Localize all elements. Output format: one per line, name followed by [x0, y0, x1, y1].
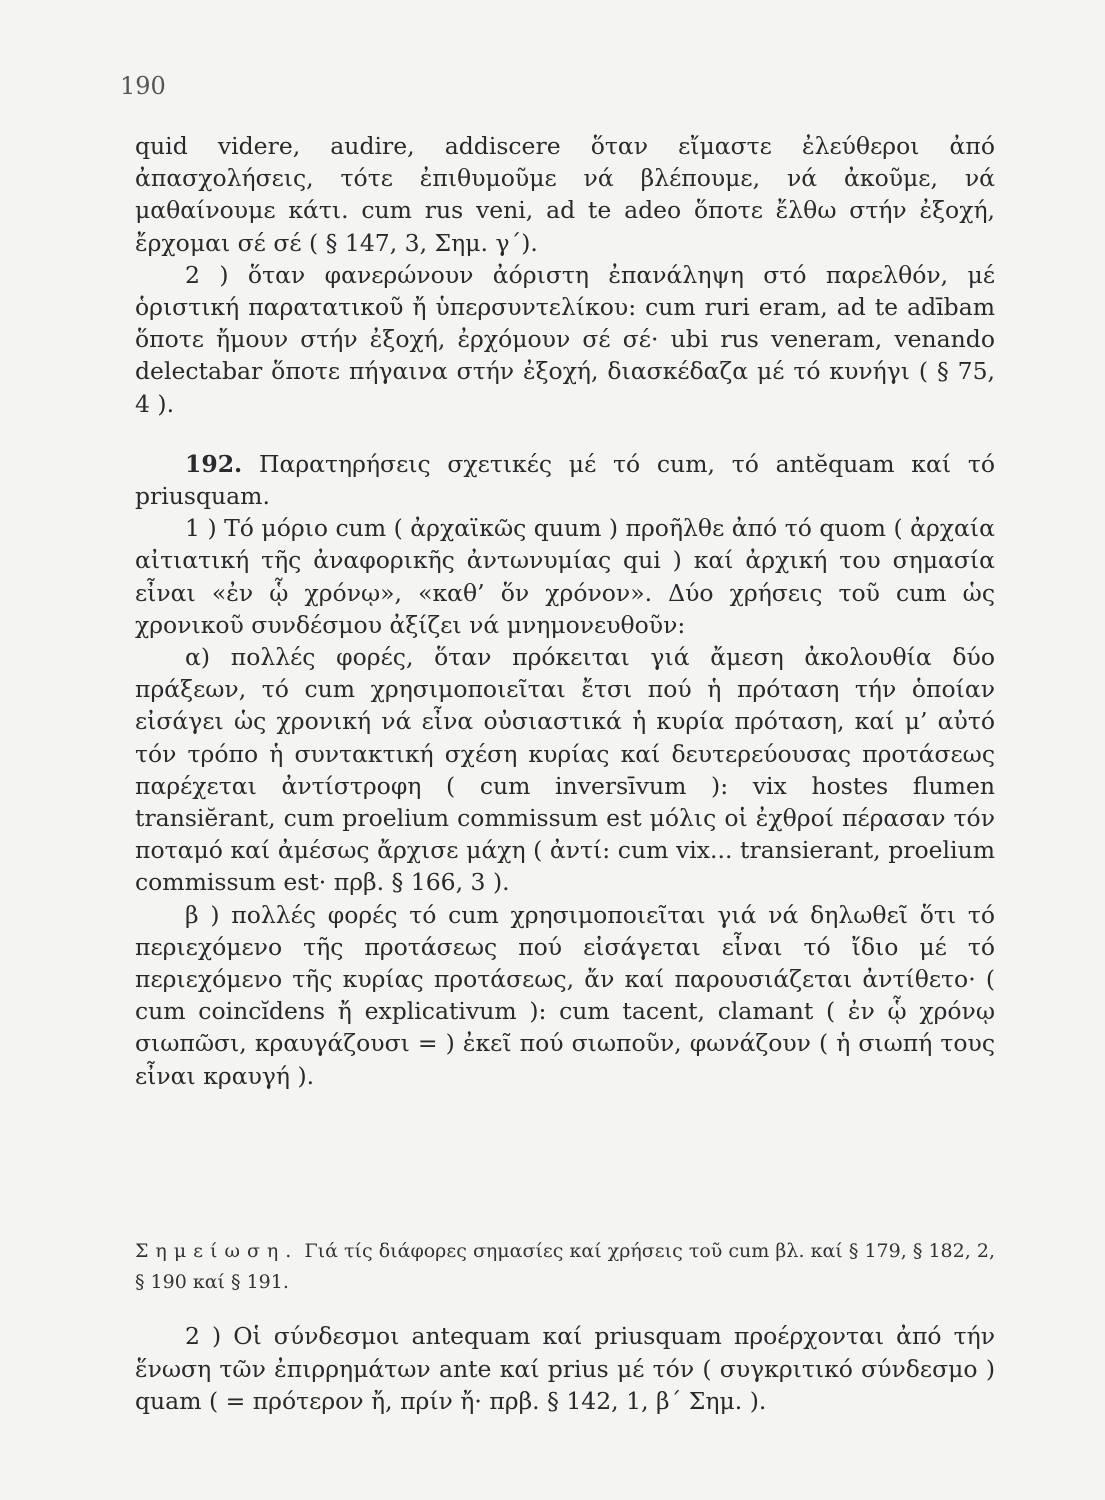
section-paragraph-alpha: α) πολλές φορές, ὅταν πρόκειται γιά ἄμεση ἀκολουθία δύο πράξεων, τό cum χρησιμοποιεῖται ἔτσι πού ἡ πρόταση τήν ὁποίαν εἰσάγει ὡς χρονική νά εἶνα οὐσιαστικά ἡ κυρία πρόταση, καί μ’ αὐτό τόν τρόπο ἡ συντακτική σχέση κυρίας καί δευτερεύουσας προτάσεως παρέχεται ἀντίστροφη ( cum inversīvum ): vix hostes flumen transiĕrant, cum proelium commissum est μόλις οἱ ἐχθροί πέρασαν τόν ποταμό καί ἀμέσως ἄρχισε μάχη ( ἀντί: cum vix... transierant, proelium commissum est· πρβ. § 166, 3 ).: [135, 643, 995, 897]
intro-paragraph-2: 2 ) ὅταν φανερώνουν ἀόριστη ἐπανάληψη στό παρελθόν, μέ ὁριστική παρατατικοῦ ἤ ὑπερσυντελίκου: cum ruri eram, ad te adībam ὅποτε ἤμουν στήν ἐξοχή, ἐρχόμουν σέ σέ· ubi rus veneram, venando delectabar ὅποτε πήγαινα στήν ἐξοχή, διασκέδαζα μέ τό κυνήγι ( § 75, 4 ).: [135, 260, 995, 418]
section-title: Παρατηρήσεις σχετικές μέ τό cum, τό antĕquam καί τό priusquam.: [135, 449, 995, 511]
section-number: 192.: [185, 449, 243, 478]
main-text: [135, 130, 995, 1092]
section-paragraph-beta: β ) πολλές φορές τό cum χρησιμοποιεῖται γιά νά δηλωθεῖ ὅτι τό περιεχόμενο τῆς προτάσεως πού εἰσάγεται εἶναι τό ἴδιο μέ τό περιεχόμενο τῆς κυρίας προτάσεως, ἄν καί παρουσιάζεται ἀντίθετο· ( cum coincĭdens ἤ explicativum ): cum tacent, clamant ( ἐν ᾧ χρόνῳ σιωπῶσι, κραυγάζουσι = ) ἐκεῖ πού σιωποῦν, φωνάζουν ( ἡ σιωπή τους εἶναι κραυγή ).: [135, 900, 995, 1090]
tail-paragraph-2: 2 ) Οἱ σύνδεσμοι antequam καί priusquam προέρχονται ἀπό τήν ἕνωση τῶν ἐπιρρημάτων ante καί prius μέ τόν ( συγκριτικό σύνδεσμο ) quam ( = πρότερον ἤ, πρίν ἤ· πρβ. § 142, 1, β΄ Σημ. ).: [135, 1322, 995, 1415]
section-gap: [135, 420, 995, 448]
section-paragraph-1: 1 ) Τό μόριο cum ( ἀρχαϊκῶς quum ) προῆλθε ἀπό τό quom ( ἀρχαία αἰτιατική τῆς ἀναφορικῆς ἀντωνυμίας qui ) καί ἀρχική του σημασία εἶναι «ἐν ᾧ χρόνῳ», «καθ’ ὅν χρόνον». Δύο χρήσεις τοῦ cum ὡς χρονικοῦ συνδέσμου ἀξίζει νά μνημονευθοῦν:: [135, 514, 995, 639]
note-text: Γιά τίς διάφορες σημασίες καί χρήσεις τοῦ cum βλ. καί § 179, § 182, 2, § 190 καί § 191.: [135, 1240, 995, 1293]
section-heading: [135, 448, 995, 512]
footnote: [135, 1236, 995, 1298]
note-label: Σημείωση.: [135, 1240, 299, 1262]
tail-text: [135, 1320, 995, 1418]
intro-paragraph-1: quid videre, audire, addiscere ὅταν εἴμαστε ἐλεύθεροι ἀπό ἀπασχολήσεις, τότε ἐπιθυμοῦμε νά βλέπουμε, νά ἀκοῦμε, νά μαθαίνουμε κάτι. cum rus veni, ad te adeo ὅποτε ἔλθω στήν ἐξοχή, ἔρχομαι σέ σέ ( § 147, 3, Σημ. γ΄).: [135, 132, 995, 257]
page-number: 190: [120, 72, 166, 100]
